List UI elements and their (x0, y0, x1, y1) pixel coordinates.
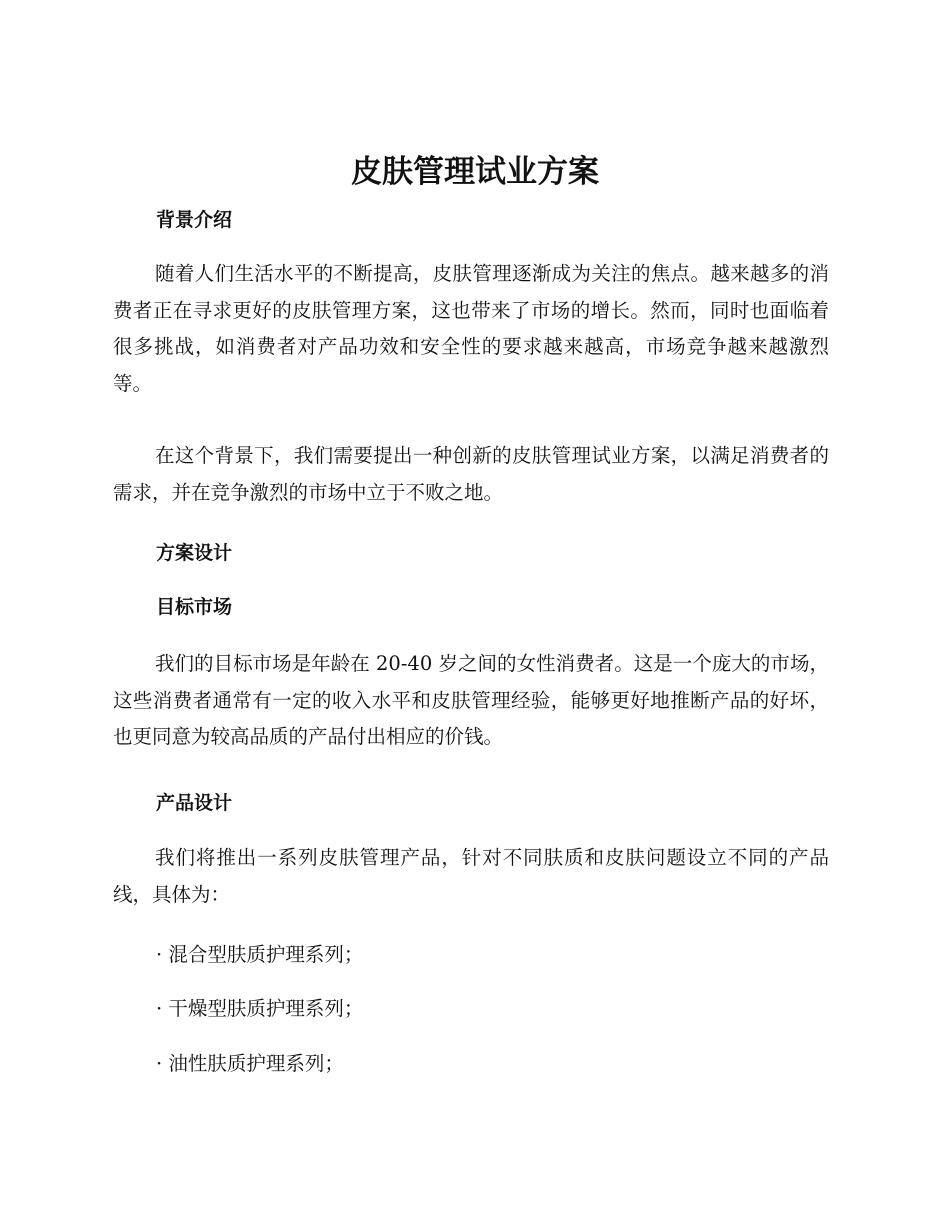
paragraph-background-1: 随着人们生活水平的不断提高，皮肤管理逐渐成为关注的焦点。越来越多的消费者正在寻求更好的皮肤管理方案，这也带来了市场的增长。然而，同时也面临着很多挑战，如消费者对产品功效和安全性的要求越来越高，市场竞争越来越激烈等。 (113, 262, 829, 395)
paragraph-background-2: 在这个背景下，我们需要提出一种创新的皮肤管理试业方案，以满足消费者的需求，并在竞争激烈的市场中立于不败之地。 (113, 444, 829, 504)
heading-target-market: 目标市场 (156, 596, 233, 618)
heading-product-design: 产品设计 (156, 792, 233, 814)
heading-background: 背景介绍 (156, 209, 233, 231)
list-item: · 干燥型肤质护理系列； (156, 997, 364, 1020)
heading-design: 方案设计 (156, 542, 233, 564)
paragraph-product-design: 我们将推出一系列皮肤管理产品，针对不同肤质和皮肤问题设立不同的产品线，具体为： (113, 846, 829, 906)
paragraph-target-market: 我们的目标市场是年龄在 20-40 岁之间的女性消费者。这是一个庞大的市场，这些消费者通常有一定的收入水平和皮肤管理经验，能够更好地推断产品的好坏，也更同意为较高品质的产品付出相应的价钱。 (113, 652, 829, 748)
list-item: · 混合型肤质护理系列； (156, 943, 364, 966)
list-item: · 油性肤质护理系列； (156, 1052, 344, 1075)
document-title: 皮肤管理试业方案 (351, 154, 599, 190)
